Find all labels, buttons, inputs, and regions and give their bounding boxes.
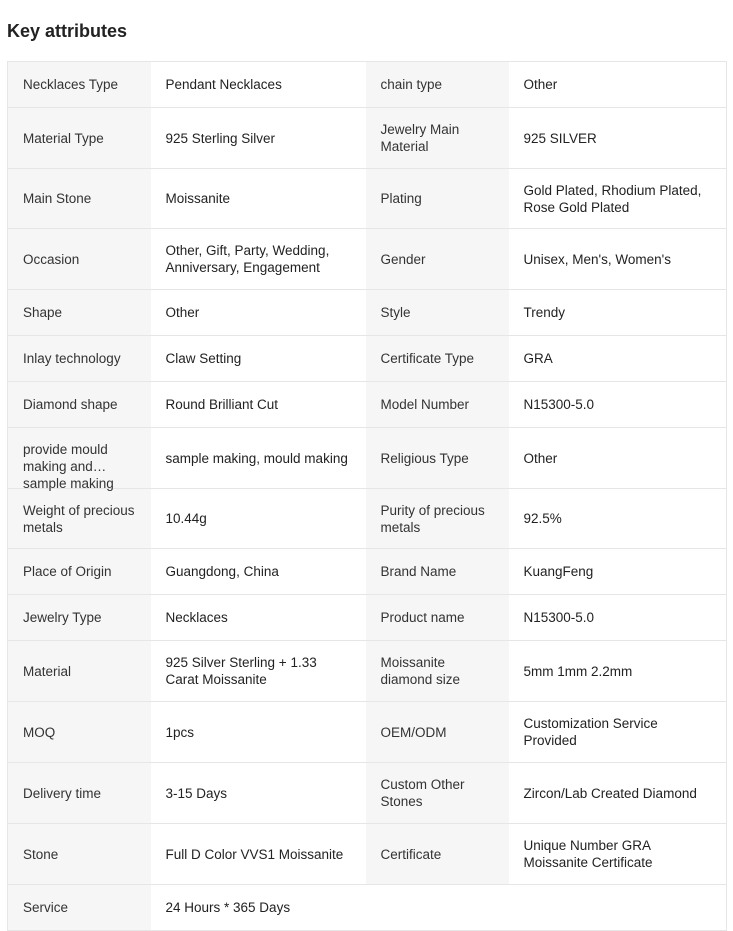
attribute-value: Customization Service Provided	[509, 702, 727, 763]
attribute-value: Moissanite	[151, 169, 366, 229]
table-row	[8, 229, 727, 290]
attribute-value: Unique Number GRA Moissanite Certificate	[509, 824, 727, 885]
table-row	[8, 549, 727, 595]
table-row	[8, 169, 727, 229]
attribute-name: Plating	[366, 169, 509, 229]
table-row	[8, 641, 727, 702]
table-row	[8, 763, 727, 824]
attribute-name: Necklaces Type	[8, 62, 151, 108]
attribute-name: Jewelry Main Material	[366, 108, 509, 169]
attribute-value: Necklaces	[151, 595, 366, 641]
attribute-value: GRA	[509, 336, 727, 382]
table-row	[8, 824, 727, 885]
attribute-name: Main Stone	[8, 169, 151, 229]
table-row	[8, 336, 727, 382]
table-row	[8, 885, 727, 931]
attribute-value: 1pcs	[151, 702, 366, 763]
attribute-name-text: provide mould making and sample making	[23, 442, 114, 491]
attribute-name: Style	[366, 290, 509, 336]
attribute-value: 92.5%	[509, 489, 727, 549]
empty-cell	[366, 885, 509, 931]
attribute-value: sample making, mould making	[151, 428, 366, 489]
attribute-value: 3-15 Days	[151, 763, 366, 824]
attribute-value: Unisex, Men's, Women's	[509, 229, 727, 290]
empty-cell	[509, 885, 727, 931]
attribute-value: 925 SILVER	[509, 108, 727, 169]
attribute-name: MOQ	[8, 702, 151, 763]
attribute-value: Claw Setting	[151, 336, 366, 382]
attribute-name: Shape	[8, 290, 151, 336]
attribute-name: Purity of precious metals	[366, 489, 509, 549]
attribute-value: Other, Gift, Party, Wedding, Anniversary, Engagement	[151, 229, 366, 290]
table-row	[8, 382, 727, 428]
attribute-value: 24 Hours * 365 Days	[151, 885, 366, 931]
table-row	[8, 702, 727, 763]
attribute-name: Gender	[366, 229, 509, 290]
attribute-value: 5mm 1mm 2.2mm	[509, 641, 727, 702]
attribute-name: Material Type	[8, 108, 151, 169]
attribute-name: Religious Type	[366, 428, 509, 489]
attribute-name: Material	[8, 641, 151, 702]
attribute-name: Service	[8, 885, 151, 931]
attribute-name: Moissanite diamond size	[366, 641, 509, 702]
table-row	[8, 595, 727, 641]
attribute-value: Other	[509, 428, 727, 489]
attribute-name: Delivery time	[8, 763, 151, 824]
attribute-value: N15300-5.0	[509, 595, 727, 641]
key-attributes-table	[7, 61, 727, 931]
attribute-value: KuangFeng	[509, 549, 727, 595]
table-row	[8, 489, 727, 549]
table-row	[8, 428, 727, 489]
attribute-value: 925 Silver Sterling + 1.33 Carat Moissanite	[151, 641, 366, 702]
attribute-value: Other	[151, 290, 366, 336]
attribute-value: 10.44g	[151, 489, 366, 549]
attribute-name: OEM/ODM	[366, 702, 509, 763]
attribute-value: N15300-5.0	[509, 382, 727, 428]
attribute-name: Custom Other Stones	[366, 763, 509, 824]
attribute-name: chain type	[366, 62, 509, 108]
attribute-name	[8, 428, 151, 489]
attribute-name: Certificate	[366, 824, 509, 885]
attribute-name: Model Number	[366, 382, 509, 428]
attribute-value: Trendy	[509, 290, 727, 336]
table-row	[8, 108, 727, 169]
attribute-name: Place of Origin	[8, 549, 151, 595]
attribute-name: Diamond shape	[8, 382, 151, 428]
attribute-value: Guangdong, China	[151, 549, 366, 595]
attribute-value: Round Brilliant Cut	[151, 382, 366, 428]
attribute-name: Brand Name	[366, 549, 509, 595]
table-row	[8, 62, 727, 108]
attribute-value: Zircon/Lab Created Diamond	[509, 763, 727, 824]
table-row	[8, 290, 727, 336]
attribute-name: Certificate Type	[366, 336, 509, 382]
attribute-name: Jewelry Type	[8, 595, 151, 641]
attribute-name: Weight of precious metals	[8, 489, 151, 549]
attribute-value: 925 Sterling Silver	[151, 108, 366, 169]
attribute-value: Full D Color VVS1 Moissanite	[151, 824, 366, 885]
attribute-name: Occasion	[8, 229, 151, 290]
attribute-name: Product name	[366, 595, 509, 641]
section-title: Key attributes	[7, 21, 128, 41]
attribute-value: Pendant Necklaces	[151, 62, 366, 108]
attribute-value: Gold Plated, Rhodium Plated, Rose Gold Plated	[509, 169, 727, 229]
attribute-value: Other	[509, 62, 727, 108]
attribute-name: Stone	[8, 824, 151, 885]
attribute-name: Inlay technology	[8, 336, 151, 382]
